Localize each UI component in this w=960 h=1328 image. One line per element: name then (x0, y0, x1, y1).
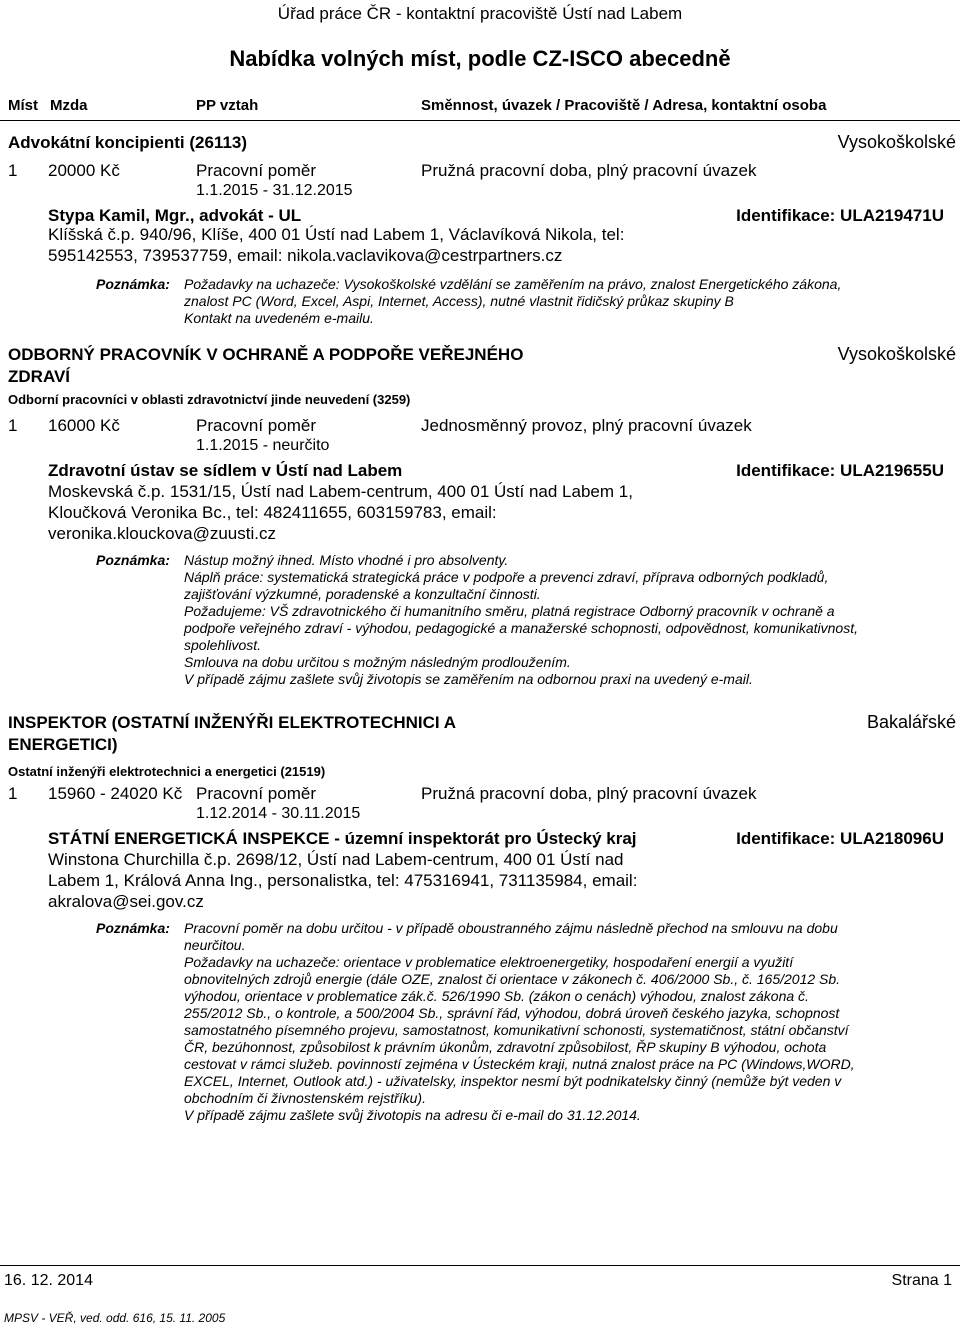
job-subtitle: Ostatní inženýři elektrotechnici a energetici (21519) (8, 764, 326, 779)
job-period: 1.12.2014 - 30.11.2015 (196, 805, 361, 822)
job-relation: Pracovní poměr (196, 416, 316, 435)
job-shift: Jednosměnný provoz, plný pracovní úvazek (421, 416, 752, 435)
education-level: Vysokoškolské (837, 132, 956, 152)
job-wage: 15960 - 24020 Kč (48, 784, 183, 803)
note-label: Poznámka: (96, 920, 170, 936)
column-header-mist: Míst (8, 97, 38, 114)
employer-address: Winstona Churchilla č.p. 2698/12, Ústí nad Labem-centrum, 400 01 Ústí nad Labem 1, Králová Anna Ing., personalistka, tel: 475316941, 731135984, email: akralova@sei.gov.cz (48, 850, 638, 911)
footer-source: MPSV - VEŘ, ved. odd. 616, 15. 11. 2005 (4, 1311, 226, 1325)
office-name: Úřad práce ČR - kontaktní pracoviště Ústí nad Labem (277, 4, 683, 23)
note-label: Poznámka: (96, 552, 170, 568)
job-period: 1.1.2015 - neurčito (196, 437, 330, 454)
employer-address: Klíšská č.p. 940/96, Klíše, 400 01 Ústí nad Labem 1, Václavíková Nikola, tel: 595142553, 739537759, email: nikola.vaclavikova@cestrpartners.cz (48, 225, 625, 265)
job-identification: Identifikace: ULA219655U (736, 461, 944, 480)
job-title: Advokátní koncipienti (26113) (8, 133, 248, 152)
job-identification: Identifikace: ULA218096U (736, 829, 944, 848)
job-note: Nástup možný ihned. Místo vhodné i pro absolventy. Náplň práce: systematická strategická práce v podpoře a prevenci zdraví, příprava odborných podkladů, zajišťování výzkumné, poradenské a konzultační činnosti. Požadujeme: VŠ zdravotnického či humanitního směru, platná registrace Odborný pracovník v ochraně a podpoře veřejného zdraví - výhodou, pedagogické a manažerské schopnosti, odpovědnost, komunikativnost, spolehlivost. Smlouva na dobu určitou s možným následným prodloužením. V případě zájmu zašlete svůj životopis se zaměřením na odbornou praxi na uvedený e-mail. (184, 552, 858, 687)
job-wage: 16000 Kč (48, 416, 120, 435)
job-note: Pracovní poměr na dobu určitou - v případě oboustranného zájmu následně přechod na smlouvu na dobu neurčitou. Požadavky na uchazeče: orientace v problematice elektroenergetiky, hospodaření energií a využití obnovitelných zdrojů energie (dále OZE, znalost či orientace v zákonech č. 406/2000 Sb., č. 165/2012 Sb. výhodou, orientace v problematice zák.č. 526/1990 Sb. (zákon o cenách) výhodou, znalost zákona č. 255/2012 Sb., o kontrole, a 500/2004 Sb., správní řád, výhodou, dobrá úroveň českého jazyka, schopnost samostatného písemného projevu, samostatnost, komunikativní schonosti, systematičnost, státní občanství ČR, bezúhonnost, způsobilost k právním úkonům, zdravotní způsobilost, ŘP skupiny B výhodou, ochota cestovat v rámci služeb. povinností zejména v Ústeckém kraji, nutná znalost práce na PC (Windows,WORD, EXCEL, Internet, Outlook atd.) - uživatelsky, inspektor nesmí být podnikatelsky činný (nemůže být veden v obchodním či živnostenském rejstříku). V případě zájmu zašlete svůj životopis na adresu či e-mail do 31.12.2014. (184, 920, 855, 1123)
note-label: Poznámka: (96, 276, 170, 292)
education-level: Bakalářské (866, 712, 956, 732)
job-relation: Pracovní poměr (196, 784, 316, 803)
job-count: 1 (8, 416, 18, 435)
job-shift: Pružná pracovní doba, plný pracovní úvazek (421, 784, 757, 803)
page-title: Nabídka volných míst, podle CZ-ISCO abecedně (229, 46, 731, 71)
column-header-pp: PP vztah (196, 97, 259, 114)
job-note: Požadavky na uchazeče: Vysokoškolské vzdělání se zaměřením na právo, znalost Energetického zákona, znalost PC (Word, Excel, Aspi, Internet, Access), nutné vlastnit řidičský průkaz skupiny B Kontakt na uvedeném e-mailu. (184, 276, 842, 326)
education-level: Vysokoškolské (837, 344, 956, 364)
job-count: 1 (8, 784, 18, 803)
footer-divider (0, 1265, 960, 1266)
footer-date: 16. 12. 2014 (4, 1272, 93, 1289)
job-subtitle: Odborní pracovníci v oblasti zdravotnictví jinde neuvedení (3259) (8, 392, 411, 407)
job-title: INSPEKTOR (OSTATNÍ INŽENÝŘI ELEKTROTECHNICI A ENERGETICI) (8, 713, 456, 754)
job-period: 1.1.2015 - 31.12.2015 (196, 182, 353, 199)
employer-name: Zdravotní ústav se sídlem v Ústí nad Labem (48, 461, 403, 480)
employer-address: Moskevská č.p. 1531/15, Ústí nad Labem-centrum, 400 01 Ústí nad Labem 1, Kloučková Veronika Bc., tel: 482411655, 603159783, email: veronika.klouckova@zuusti.cz (48, 482, 633, 543)
job-count: 1 (8, 161, 18, 180)
job-title: ODBORNÝ PRACOVNÍK V OCHRANĚ A PODPOŘE VEŘEJNÉHO ZDRAVÍ (8, 345, 524, 386)
job-shift: Pružná pracovní doba, plný pracovní úvazek (421, 161, 757, 180)
employer-name: STÁTNÍ ENERGETICKÁ INSPEKCE - územní inspektorát pro Ústecký kraj (48, 829, 637, 848)
job-wage: 20000 Kč (48, 161, 120, 180)
job-relation: Pracovní poměr (196, 161, 316, 180)
header-divider (0, 120, 960, 121)
column-header-smennost: Směnnost, úvazek / Pracoviště / Adresa, kontaktní osoba (421, 97, 827, 114)
column-header-mzda: Mzda (50, 97, 88, 114)
job-identification: Identifikace: ULA219471U (736, 206, 944, 225)
employer-name: Stypa Kamil, Mgr., advokát - UL (48, 206, 302, 225)
page-number: Strana 1 (891, 1272, 952, 1289)
